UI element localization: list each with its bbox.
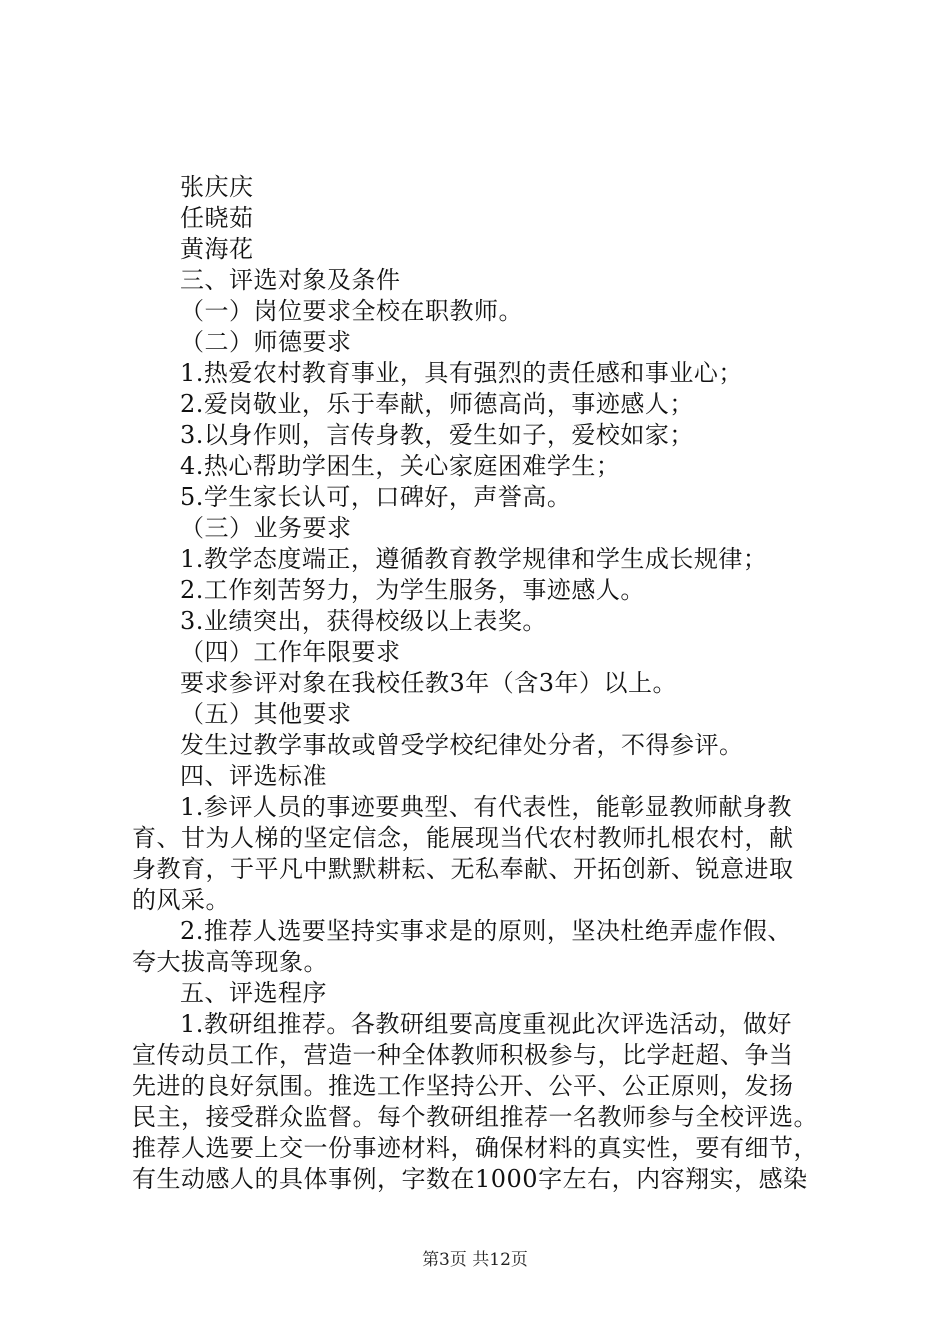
subsection-heading: （三）业务要求 (180, 514, 352, 542)
page-number-footer: 第3页 共12页 (422, 1250, 528, 1270)
list-item: 1.热爱农村教育事业，具有强烈的责任感和事业心； (180, 359, 743, 387)
list-item: 5.学生家长认可，口碑好，声誉高。 (180, 483, 572, 511)
procedure-paragraph-1 (132, 1009, 837, 1195)
paragraph-line: 2.推荐人选要坚持实事求是的原则，坚决杜绝弄虚作假、 (180, 917, 792, 945)
section-heading: 三、评选对象及条件 (180, 266, 401, 294)
subsection-heading: （二）师德要求 (180, 328, 352, 356)
paragraph-line: 宣传动员工作，营造一种全体教师积极参与，比学赶超、争当 (132, 1041, 794, 1069)
paragraph-line: 先进的良好氛围。推选工作坚持公开、公平、公正原则，发扬 (132, 1072, 794, 1100)
subsection-line: （一）岗位要求全校在职教师。 (180, 297, 523, 325)
paragraph-line: 1.教研组推荐。各教研组要高度重视此次评选活动，做好 (180, 1010, 792, 1038)
list-item: 2.工作刻苦努力，为学生服务，事迹感人。 (180, 576, 645, 604)
body-line: 发生过教学事故或曾受学校纪律处分者，不得参评。 (180, 731, 744, 759)
list-item: 4.热心帮助学困生，关心家庭困难学生； (180, 452, 621, 480)
standard-paragraph-2 (132, 916, 837, 978)
paragraph-line: 的风采。 (132, 886, 230, 914)
list-item: 1.教学态度端正，遵循教育教学规律和学生成长规律； (180, 545, 768, 573)
list-item: 3.业绩突出，获得校级以上表奖。 (180, 607, 547, 635)
standard-paragraph-1 (132, 792, 837, 916)
subsection-heading: （四）工作年限要求 (180, 638, 401, 666)
section-heading: 四、评选标准 (180, 762, 327, 790)
list-item: 3.以身作则，言传身教，爱生如子，爱校如家； (180, 421, 694, 449)
name-line: 黄海花 (180, 235, 254, 263)
paragraph-line: 推荐人选要上交一份事迹材料，确保材料的真实性，要有细节， (132, 1134, 818, 1162)
name-line: 任晓茹 (180, 204, 254, 232)
body-line: 要求参评对象在我校任教3年（含3年）以上。 (180, 669, 678, 697)
paragraph-line: 有生动感人的具体事例，字数在1000字左右，内容翔实，感染 (132, 1165, 808, 1193)
paragraph-line: 夸大拔高等现象。 (132, 948, 328, 976)
paragraph-line: 身教育，于平凡中默默耕耘、无私奉献、开拓创新、锐意进取 (132, 855, 794, 883)
document-body (132, 172, 837, 1195)
list-item: 2.爱岗敬业，乐于奉献，师德高尚，事迹感人； (180, 390, 694, 418)
subsection-heading: （五）其他要求 (180, 700, 352, 728)
name-line: 张庆庆 (180, 173, 254, 201)
section-heading: 五、评选程序 (180, 979, 327, 1007)
paragraph-line: 1.参评人员的事迹要典型、有代表性，能彰显教师献身教 (180, 793, 792, 821)
paragraph-line: 育、甘为人梯的坚定信念，能展现当代农村教师扎根农村，献 (132, 824, 794, 852)
paragraph-line: 民主，接受群众监督。每个教研组推荐一名教师参与全校评选。 (132, 1103, 818, 1131)
